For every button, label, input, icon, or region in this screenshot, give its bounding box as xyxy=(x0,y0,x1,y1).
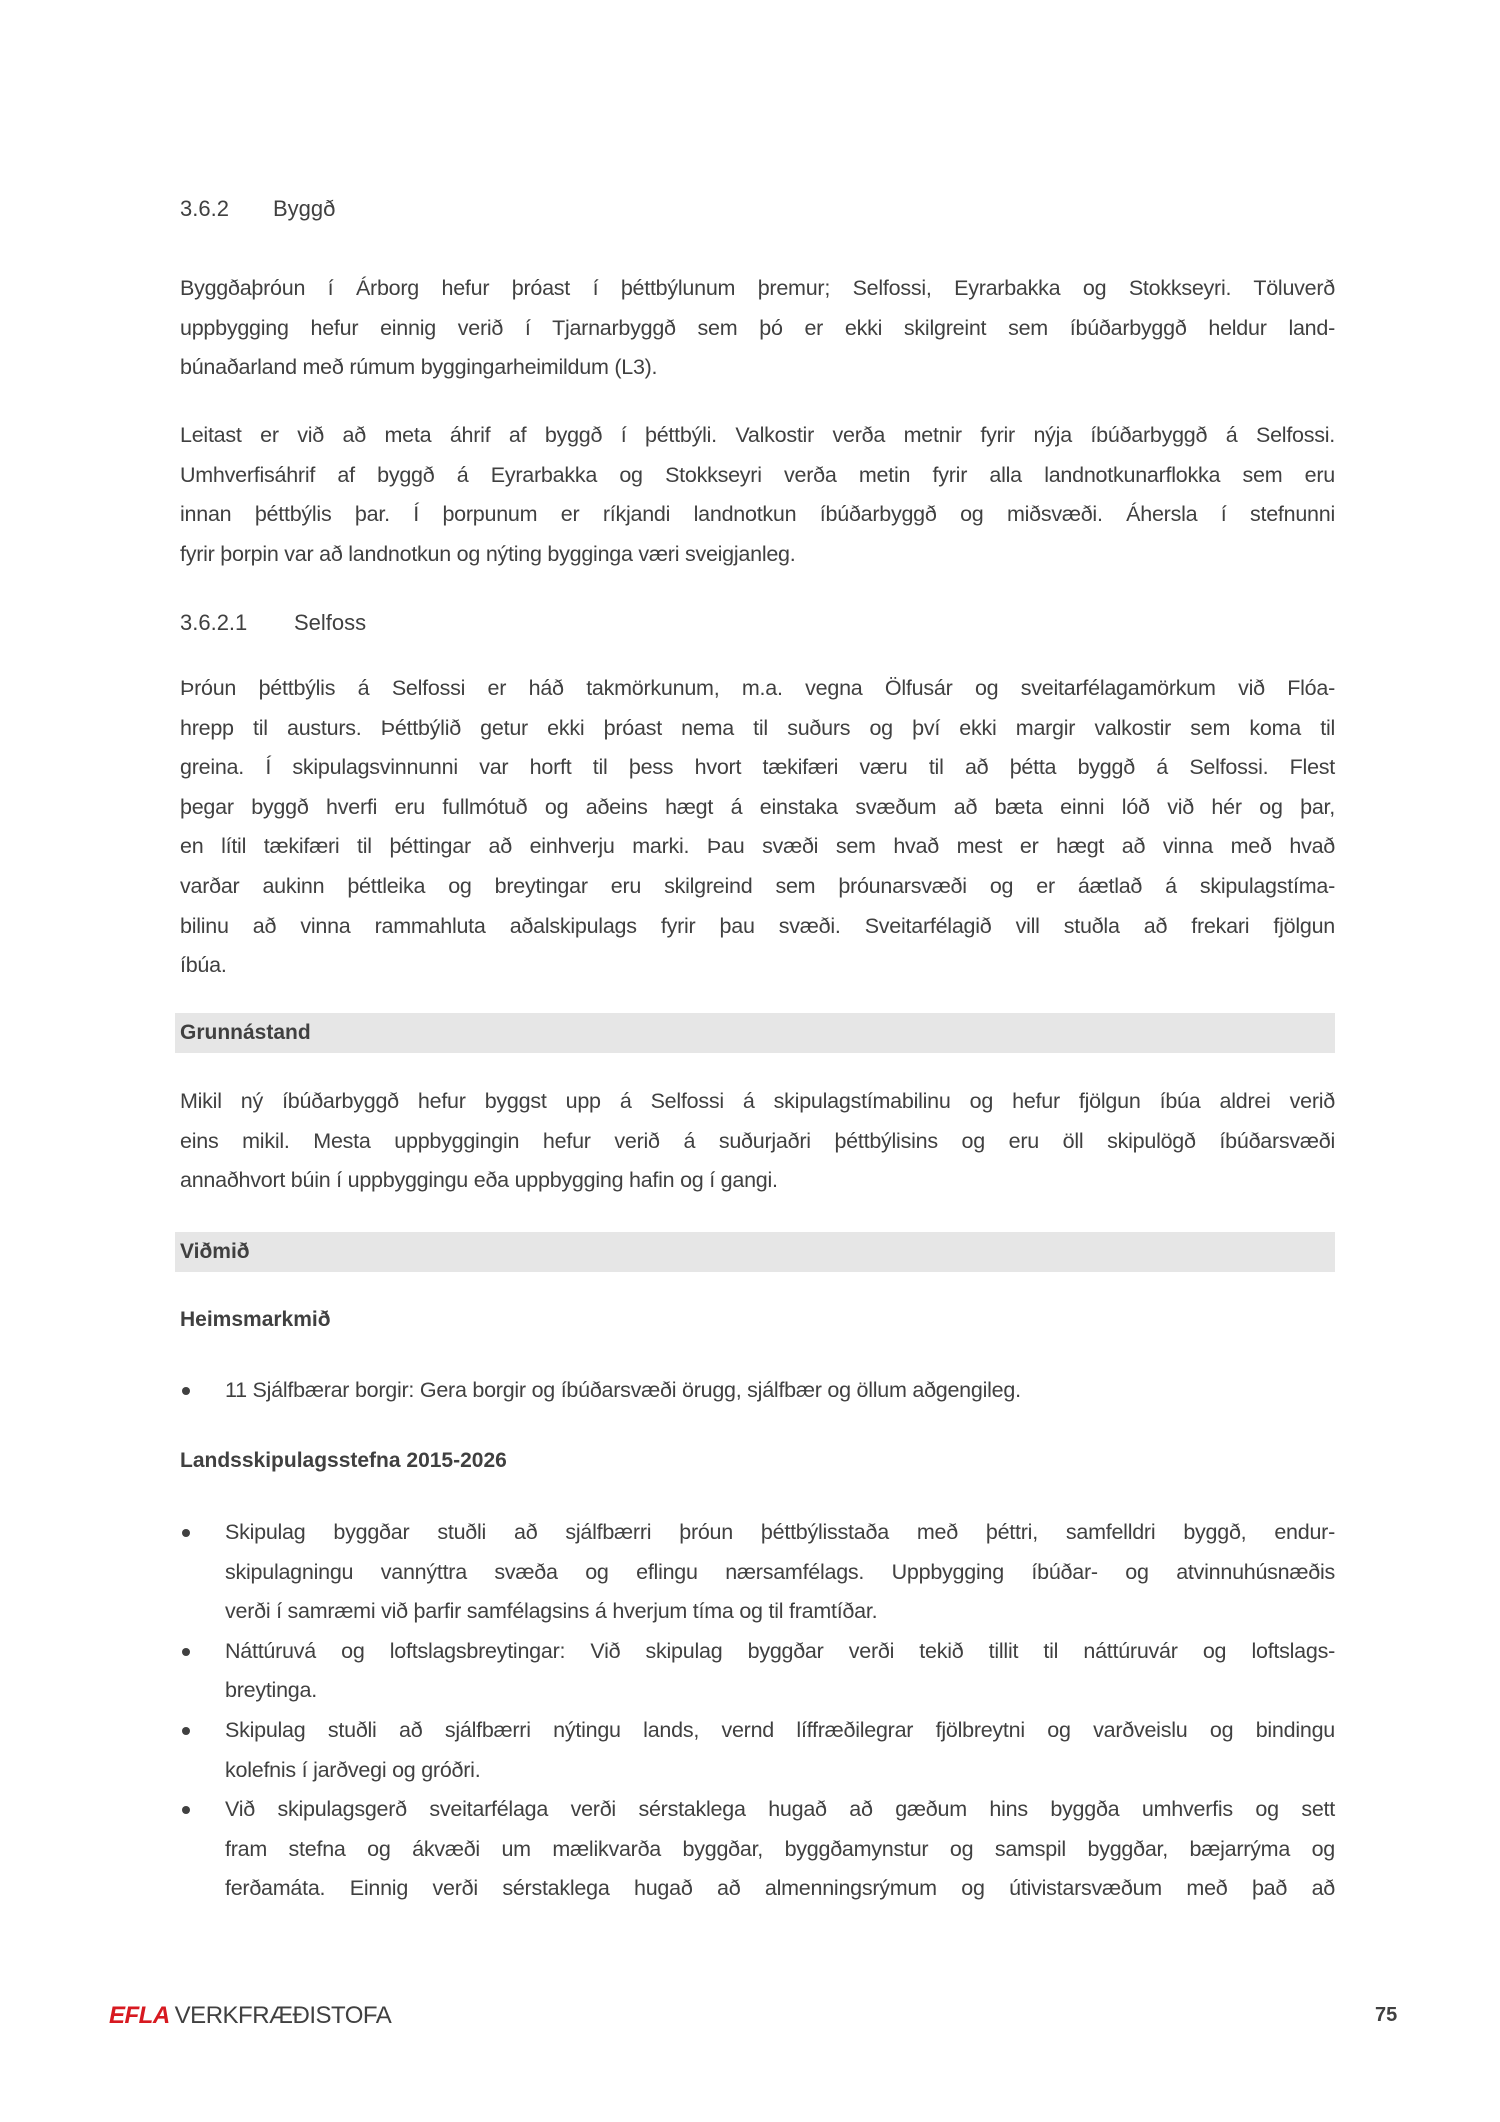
list-item-text: fram stefna og ákvæði um mælikvarða byggðar, byggðamynstur og samspil byggðar, bæjarrýma og xyxy=(225,1836,1335,1861)
heimsmarkmid-list xyxy=(180,1371,1335,1411)
text-line: Byggðaþróun í Árborg hefur þróast í þéttbýlunum þremur; Selfossi, Eyrarbakka og Stokkseyri. Töluverð xyxy=(180,276,1335,300)
list-item-text: Náttúruvá og loftslagsbreytingar: Við skipulag byggðar verði tekið tillit til náttúruvár og loftslags- xyxy=(225,1638,1335,1663)
text-line: fyrir þorpin var að landnotkun og nýting bygginga væri sveigjanleg. xyxy=(180,541,796,566)
subsection-heading xyxy=(180,608,366,638)
text-line: Mikil ný íbúðarbyggð hefur byggst upp á Selfossi á skipulagstímabilinu og hefur fjölgun íbúa aldrei verið xyxy=(180,1089,1335,1113)
list-item-text: breytinga. xyxy=(225,1678,317,1703)
text-line: eins mikil. Mesta uppbyggingin hefur verið á suðurjaðri þéttbýlisins og eru öll skipulögð íbúðarsvæði xyxy=(180,1128,1335,1153)
list-item xyxy=(180,1711,1335,1790)
text-line: Umhverfisáhrif af byggð á Eyrarbakka og Stokkseyri verða metin fyrir alla landnotkunarflokka sem eru xyxy=(180,462,1335,487)
logo-text: VERKFRÆÐISTOFA xyxy=(174,2002,392,2029)
logo-brand: EFLA xyxy=(109,2002,170,2029)
list-item-text: Skipulag stuðli að sjálfbærri nýtingu lands, vernd líffræðilegrar fjölbreytni og varðveislu og bindingu xyxy=(225,1717,1335,1742)
text-line: uppbygging hefur einnig verið í Tjarnarbyggð sem þó er ekki skilgreint sem íbúðarbyggð heldur land- xyxy=(180,315,1335,340)
section-heading xyxy=(180,194,335,224)
bullet-icon xyxy=(182,1529,190,1537)
section-title: Byggð xyxy=(273,196,336,221)
list-item xyxy=(180,1790,1335,1909)
grunnastand-title: Grunnástand xyxy=(180,1021,311,1044)
list-item-text: Skipulag byggðar stuðli að sjálfbærri þróun þéttbýlisstaða með þéttri, samfelldri byggð, endur- xyxy=(225,1520,1335,1544)
paragraph-4 xyxy=(180,1082,1335,1201)
list-item xyxy=(180,1371,1335,1411)
vidmid-title: Viðmið xyxy=(180,1240,250,1263)
bullet-icon xyxy=(182,1806,190,1814)
bullet-icon xyxy=(182,1648,190,1656)
bullet-icon xyxy=(182,1727,190,1735)
list-item xyxy=(180,1632,1335,1711)
efla-logo xyxy=(109,2002,391,2030)
list-item-text: skipulagningu vannýttra svæða og eflingu nærsamfélags. Uppbygging íbúðar- og atvinnuhúsnæðis xyxy=(225,1559,1335,1584)
list-item-text: ferðamáta. Einnig verði sérstaklega hugað að almenningsrýmum og útivistarsvæðum með það að xyxy=(225,1876,1335,1901)
list-item-text: 11 Sjálfbærar borgir: Gera borgir og íbúðarsvæði örugg, sjálfbær og öllum aðgengileg. xyxy=(225,1378,1021,1402)
text-line: bilinu að vinna rammahluta aðalskipulags fyrir þau svæði. Sveitarfélagið vill stuðla að frekari fjölgun xyxy=(180,913,1335,938)
paragraph-1 xyxy=(180,269,1335,388)
grunnastand-heading-bar xyxy=(175,1013,1335,1053)
list-item-text: Við skipulagsgerð sveitarfélaga verði sérstaklega hugað að gæðum hins byggða umhverfis og sett xyxy=(225,1797,1335,1822)
text-line: innan þéttbýlis þar. Í þorpunum er ríkjandi landnotkun íbúðarbyggð og miðsvæði. Áhersla í stefnunni xyxy=(180,502,1335,527)
subsection-number: 3.6.2.1 xyxy=(180,610,248,635)
list-item-text: verði í samræmi við þarfir samfélagsins á hverjum tíma og til framtíðar. xyxy=(225,1599,878,1624)
text-line: hrepp til austurs. Þéttbýlið getur ekki þróast nema til suðurs og því ekki margir valkostir sem koma til xyxy=(180,715,1335,740)
text-line: búnaðarland með rúmum byggingarheimildum (L3). xyxy=(180,355,658,380)
text-line: Leitast er við að meta áhrif af byggð í þéttbýli. Valkostir verða metnir fyrir nýja íbúðarbyggð á Selfossi. xyxy=(180,423,1335,447)
vidmid-heading-bar xyxy=(175,1232,1335,1272)
section-number: 3.6.2 xyxy=(180,196,229,221)
landsskipulag-list xyxy=(180,1513,1335,1909)
bullet-icon xyxy=(182,1387,190,1395)
page-number: 75 xyxy=(1375,2004,1398,2026)
paragraph-3 xyxy=(180,669,1335,986)
text-line: varðar aukinn þéttleika og breytingar eru skilgreind sem þróunarsvæði og er áætlað á skipulagstíma- xyxy=(180,873,1335,898)
list-item-text: kolefnis í jarðvegi og gróðri. xyxy=(225,1757,481,1782)
paragraph-2 xyxy=(180,416,1335,574)
text-line: greina. Í skipulagsvinnunni var horft til þess hvort tækifæri væru til að þétta byggð á Selfossi. Flest xyxy=(180,755,1335,780)
text-line: íbúa. xyxy=(180,953,227,978)
subsection-title: Selfoss xyxy=(294,610,367,635)
list-item xyxy=(180,1513,1335,1632)
text-line: en lítil tækifæri til þéttingar að einhverju marki. Þau svæði sem hvað mest er hægt að vinna með hvað xyxy=(180,834,1335,859)
text-line: þegar byggð hverfi eru fullmótuð og aðeins hægt á einstaka svæðum að bæta einni lóð við hér og þar, xyxy=(180,794,1335,819)
text-line: Þróun þéttbýlis á Selfossi er háð takmörkunum, m.a. vegna Ölfusár og sveitarfélagamörkum við Flóa- xyxy=(180,676,1335,700)
heimsmarkmid-heading: Heimsmarkmið xyxy=(180,1308,331,1331)
landsskipulag-heading: Landsskipulagsstefna 2015-2026 xyxy=(180,1449,507,1472)
text-line: annaðhvort búin í uppbyggingu eða uppbygging hafin og í gangi. xyxy=(180,1168,778,1193)
